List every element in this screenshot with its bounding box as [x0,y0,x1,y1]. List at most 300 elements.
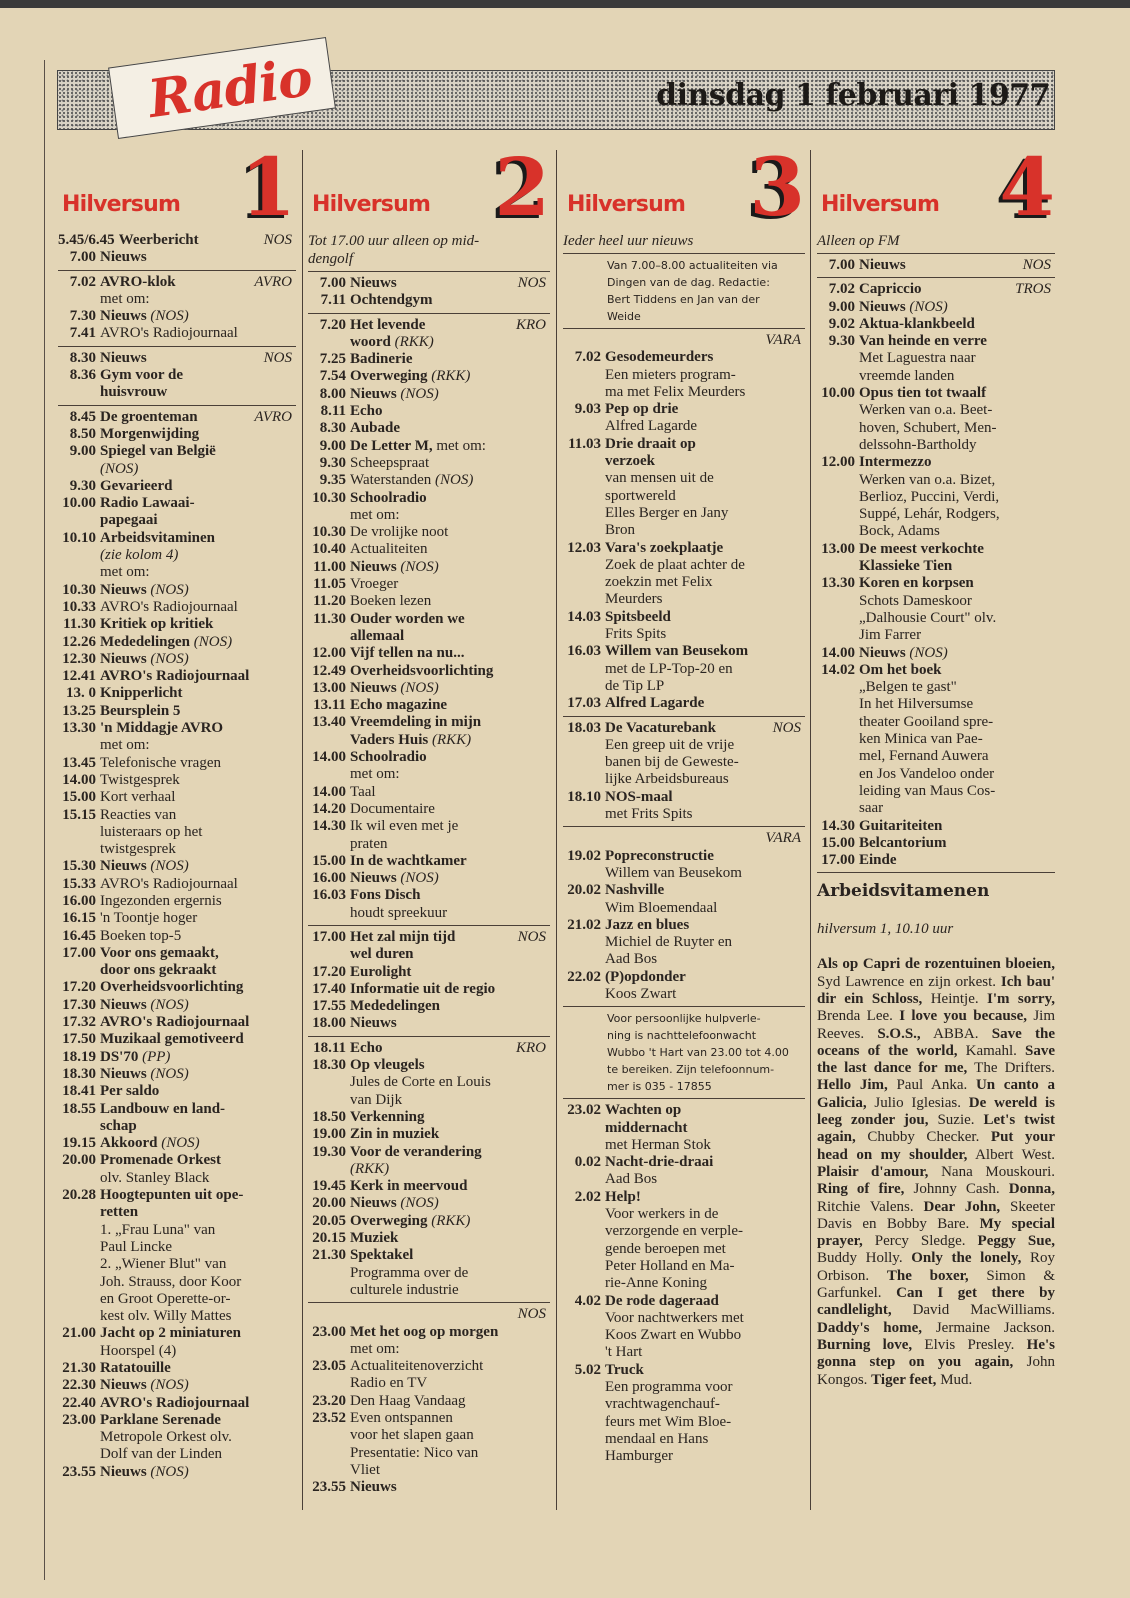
program-title: Nieuws [100,1065,147,1082]
program-detail: Bron [605,522,635,539]
program-entry [58,1360,296,1377]
program-continuation [308,905,550,922]
program-text [605,367,805,384]
program-text [350,836,550,853]
song-artist: Jermaine Jackson. [922,1319,1055,1336]
program-title: verzoek [605,453,655,470]
program-continuation [58,384,296,401]
program-detail: Bock, Adams [859,523,940,540]
program-detail: lijke Arbeidsbureaus [605,771,729,788]
program-text [350,455,550,472]
program-text [605,626,805,643]
program-time: 17.50 [62,1031,96,1048]
program-title: huisvrouw [100,384,168,401]
program-text [859,437,1055,454]
program-text [859,610,1055,627]
program-time: 16.45 [62,927,96,944]
program-time: 5.02 [574,1361,601,1378]
program-text [350,887,550,904]
program-title: Vara's zoekplaatje [605,539,724,556]
program-detail: Taal [350,783,376,800]
program-time: 8.30 [319,420,346,437]
program-detail: Programma over de [350,1264,469,1281]
program-entry [563,882,805,899]
program-note: (NOS) [400,558,439,575]
program-title: Aktua-klankbeeld [859,315,975,332]
song-title: My special prayer, [817,1215,1055,1250]
program-entry [58,1187,296,1204]
broadcaster-label: KRO [516,316,546,333]
program-time: 15.00 [821,834,855,851]
program-continuation [563,865,805,882]
program-text [350,593,550,610]
program-continuation [817,766,1055,783]
program-continuation [58,841,296,858]
program-entry [308,818,550,835]
program-text [100,1343,296,1360]
program-text [859,402,1055,419]
program-note: (RKK) [431,1212,471,1229]
program-text [100,945,296,962]
program-text [605,882,805,899]
program-time: 23.02 [567,1102,601,1119]
program-text [605,540,805,557]
program-entry [58,1083,296,1100]
program-entry [58,876,296,893]
program-entry [58,599,296,616]
program-title: Fons Disch [350,887,421,904]
program-title: Ouder worden we [350,610,465,627]
program-title: Nieuws [100,581,147,598]
song-title: He's gonna step on you again, [817,1336,1055,1371]
program-entry [563,917,805,934]
program-text [859,835,1055,852]
song-title: Burning love, [817,1336,913,1353]
program-text [100,651,296,668]
program-title: 'n Middagje AVRO [100,720,224,737]
program-detail: mendaal en Hans [605,1430,709,1447]
song-artist: Julio Iglesias. [866,1094,969,1111]
program-note: (NOS) [150,650,189,667]
program-time: 10.33 [62,598,96,615]
program-detail: saar [859,800,884,817]
program-detail: Een mieters program- [605,366,736,383]
program-entry [563,436,805,453]
program-text [859,645,1055,662]
program-entry [308,749,550,766]
program-text [859,627,1055,644]
program-title: Nieuws [859,257,906,273]
program-time: 5.45/6.45 [58,232,115,248]
program-note: (NOS) [400,385,439,402]
program-continuation [563,661,805,678]
radio-logo: Radio [144,46,316,131]
program-text [350,576,550,593]
program-continuation [58,1274,296,1291]
program-text [605,661,805,678]
program-continuation [58,824,296,841]
program-detail: Ingezonden ergernis [100,892,222,909]
program-entry [58,409,296,426]
program-continuation [563,934,805,951]
program-text [859,783,1055,800]
program-continuation [817,506,1055,523]
program-text [350,1074,550,1091]
program-text [350,749,550,766]
program-title: Alfred Lagarde [605,695,705,712]
program-text [100,582,296,599]
program-text [350,1015,550,1032]
program-time: 13.00 [821,540,855,557]
info-note: Voor persoonlijke hulpverle- [607,1012,761,1026]
program-entry [308,1015,550,1032]
program-text [100,772,296,789]
program-continuation [563,678,805,695]
program-title: Capriccio [859,281,922,298]
divider [308,925,550,926]
program-text [100,1325,296,1342]
column-divider [302,150,303,1510]
program-text [605,986,805,1003]
program-text [350,1462,550,1479]
song-artist: Paul Anka. [887,1077,976,1094]
program-detail: Berlioz, Puccini, Verdi, [859,488,1000,505]
program-detail: Voor werkers in de [605,1206,719,1223]
song-title: Un canto a Galicia, [817,1077,1055,1111]
program-time: 19.45 [312,1178,346,1195]
program-text [605,1396,805,1413]
program-text [100,547,296,564]
program-note: (NOS) [400,679,439,696]
program-time: 19.30 [312,1143,346,1160]
program-continuation [817,627,1055,644]
program-detail: Ik wil even met je [350,818,459,835]
program-text [350,524,550,541]
program-text [859,489,1055,506]
program-text [350,1265,550,1282]
program-text [350,1057,550,1074]
program-continuation [817,610,1055,627]
program-text [100,841,296,858]
broadcaster-label: NOS [1022,257,1051,273]
program-text [350,334,550,351]
program-title: middernacht [605,1119,688,1136]
program-text [350,714,550,731]
divider [563,1006,805,1007]
arbeidsvitaminen-title: Arbeidsvitamenen [817,881,990,902]
program-time: 16.00 [312,870,346,887]
program-continuation [817,420,1055,437]
program-title: Vreemdeling in mijn [350,714,482,731]
program-text [350,1144,550,1161]
program-time: 22.30 [62,1377,96,1394]
program-title: wel duren [350,946,414,963]
program-entry [58,634,296,651]
program-title: Weerbericht [118,232,199,248]
song-artist: Johnny Cash. [904,1181,1009,1198]
program-title: Vaders Huis [350,731,429,748]
program-entry [308,524,550,541]
program-detail: Joh. Strauss, door Koor [100,1273,242,1290]
program-time: 18.30 [62,1065,96,1082]
program-time: 14.00 [312,783,346,800]
program-title: Intermezzo [859,454,932,471]
program-text [605,1327,805,1344]
program-text [100,1395,296,1412]
program-title: Op vleugels [350,1057,425,1074]
program-title: Van heinde en verre [859,333,987,350]
program-continuation [58,1446,296,1463]
program-continuation [817,714,1055,731]
program-detail: Actualiteiten [350,541,428,558]
program-text [350,964,550,981]
column-note: Alleen op FM [817,233,900,249]
program-time: 19.15 [62,1135,96,1152]
program-entry [58,807,296,824]
program-list [563,232,805,1466]
info-note: Wubbo 't Hart van 23.00 tot 4.00 [607,1046,789,1060]
program-time: 7.30 [69,308,96,325]
program-text [350,490,550,507]
program-entry [58,1135,296,1152]
program-text [605,470,805,487]
program-time: 20.05 [312,1212,346,1229]
broadcaster-label: NOS [263,349,292,366]
broadcaster-label: NOS [517,1306,546,1323]
program-title: schap [100,1117,137,1134]
program-entry [308,1040,550,1057]
program-time: 10.30 [62,581,96,598]
program-time: 12.26 [62,633,96,650]
program-text [859,593,1055,610]
program-detail: zoekzin met Felix [605,574,713,591]
program-detail: luisteraars op het [100,823,203,840]
program-continuation [563,1431,805,1448]
program-continuation [563,367,805,384]
program-title: Nieuws [350,1479,397,1496]
program-detail: met om: [350,766,400,783]
program-entry [308,998,550,1015]
program-continuation [817,731,1055,748]
program-continuation [563,1344,805,1361]
program-note: (NOS) [150,308,189,325]
program-text [100,1464,296,1481]
program-text [100,308,296,325]
program-text [350,663,550,680]
song-title: S.O.S., [877,1025,921,1042]
program-detail: met om: [350,506,400,523]
program-entry [563,349,805,366]
program-title: De rode dageraad [605,1292,719,1309]
program-entry [58,893,296,910]
program-time: 23.52 [312,1410,346,1426]
song-artist: Nana Mouskouri. [928,1163,1055,1180]
program-text [350,507,550,524]
program-text [605,771,805,788]
divider [58,270,296,271]
program-time: 7.25 [319,351,346,368]
divider [308,271,550,272]
program-note: (NOS) [909,644,948,661]
program-text [100,807,296,824]
program-time: 17.00 [821,852,855,869]
program-text [605,1154,805,1171]
song-artist: Heintje. [922,990,988,1007]
program-time: 8.36 [69,367,96,384]
program-entry [58,1014,296,1031]
song-title: Dear John, [923,1198,1001,1215]
program-continuation [563,626,805,643]
program-text [605,1310,805,1327]
song-artist: Brenda Lee. [817,1008,900,1025]
program-title: Ratatouille [100,1360,171,1376]
program-text [350,801,550,818]
program-time: 7.02 [828,281,855,298]
program-continuation [308,1462,550,1479]
program-time: 8.45 [69,408,96,425]
program-entry [58,772,296,789]
program-text [100,1066,296,1083]
divider [817,872,1055,873]
program-continuation [563,754,805,771]
program-text [350,732,550,749]
program-time: 9.35 [319,472,346,489]
program-text [350,368,550,385]
program-title: Schoolradio [350,749,427,766]
program-detail: Schots Dameskoor [859,592,972,609]
program-text [859,523,1055,540]
program-detail: van mensen uit de [605,470,714,487]
program-detail: Metropole Orkest olv. [100,1429,232,1446]
song-title: Put your head on my shoulder, [817,1129,1056,1163]
program-continuation [563,1223,805,1240]
program-text [100,1291,296,1308]
program-text [859,748,1055,765]
program-text [100,512,296,529]
program-text [350,1427,550,1444]
program-time: 12.03 [567,539,601,556]
program-title: Arbeidsvitaminen [100,529,216,546]
program-text [859,818,1055,835]
column-divider [810,150,811,1510]
program-title: Jacht op 2 miniaturen [100,1325,241,1342]
program-time: 13.30 [62,720,96,737]
program-title: Spektakel [350,1247,414,1264]
song-artist: Simon & Garfunkel. [817,1267,1055,1302]
program-continuation [817,402,1055,419]
program-continuation [563,470,805,487]
program-text [605,1206,805,1223]
program-title: Radio Lawaai- [100,495,195,512]
program-time: 14.00 [821,644,855,661]
program-title: Gevarieerd [100,477,173,494]
program-text [100,274,250,291]
program-text [350,1213,550,1230]
arbeidsvitaminen-box [817,881,1055,1388]
program-entry [308,870,550,887]
program-text [350,1195,550,1212]
column-hilversum-2 [308,140,550,1496]
program-title: Jazz en blues [605,916,690,933]
program-text [119,232,260,249]
program-text [100,1187,296,1204]
divider [563,716,805,717]
program-time: 18.00 [312,1015,346,1032]
program-text [605,1414,805,1431]
song-artist: Percy Sledge. [862,1233,978,1250]
program-entry [58,1066,296,1083]
program-text [605,1344,805,1361]
program-entry [817,454,1055,471]
program-title: Gesodemeurders [605,349,714,366]
program-detail: met om: [100,564,150,581]
program-text [605,917,805,934]
program-time: 16.03 [567,643,601,660]
program-detail: Kort verhaal [100,789,176,806]
program-text [350,905,550,922]
program-title: papegaai [100,512,158,529]
program-title: Belcantorium [859,834,947,851]
program-continuation [563,1206,805,1223]
program-title: Eurolight [350,963,412,980]
program-time: 10.30 [312,489,346,506]
program-entry [308,1247,550,1264]
program-text [100,789,296,806]
program-text [100,461,296,478]
program-detail: Voor nachtwerkers met [605,1309,744,1326]
program-title: Gym voor de [100,367,184,384]
song-artist: Kamahl. [957,1042,1025,1059]
song-title: Plaisir d'amour, [817,1163,929,1180]
program-time: 19.02 [567,847,601,864]
program-title: Nieuws [859,298,906,315]
program-continuation [563,522,805,539]
program-detail: Waterstanden [350,472,432,489]
program-text [605,1137,805,1154]
program-text [100,249,296,266]
program-title: Nieuws [100,249,147,266]
program-title: De Letter M, [350,437,433,454]
program-continuation [58,737,296,754]
program-title: Vijf tellen na nu... [350,645,465,662]
program-text [605,609,805,626]
program-continuation [563,453,805,470]
program-detail: 't Hart [605,1344,643,1361]
program-text [350,1324,550,1341]
program-entry [58,1101,296,1118]
song-title: Hello Jim, [817,1077,888,1094]
program-title: Met het oog op morgen [350,1323,499,1340]
column-note: dengolf [308,251,353,267]
program-continuation [308,628,550,645]
program-continuation [58,1429,296,1446]
program-time: 12.00 [312,645,346,662]
program-note: (NOS) [150,1463,189,1480]
program-time: 17.20 [62,979,96,996]
program-title: retten [100,1204,139,1221]
program-text [350,317,512,334]
program-time: 17.55 [312,998,346,1015]
program-text [859,333,1055,350]
program-entry [308,1057,550,1074]
program-entry [308,593,550,610]
program-detail: banen bij de Geweste- [605,754,739,771]
program-entry [817,541,1055,558]
program-entry [308,853,550,870]
program-title: Hoogtepunten uit ope- [100,1187,244,1204]
program-list [58,232,296,1481]
program-time: 11.20 [313,593,346,610]
